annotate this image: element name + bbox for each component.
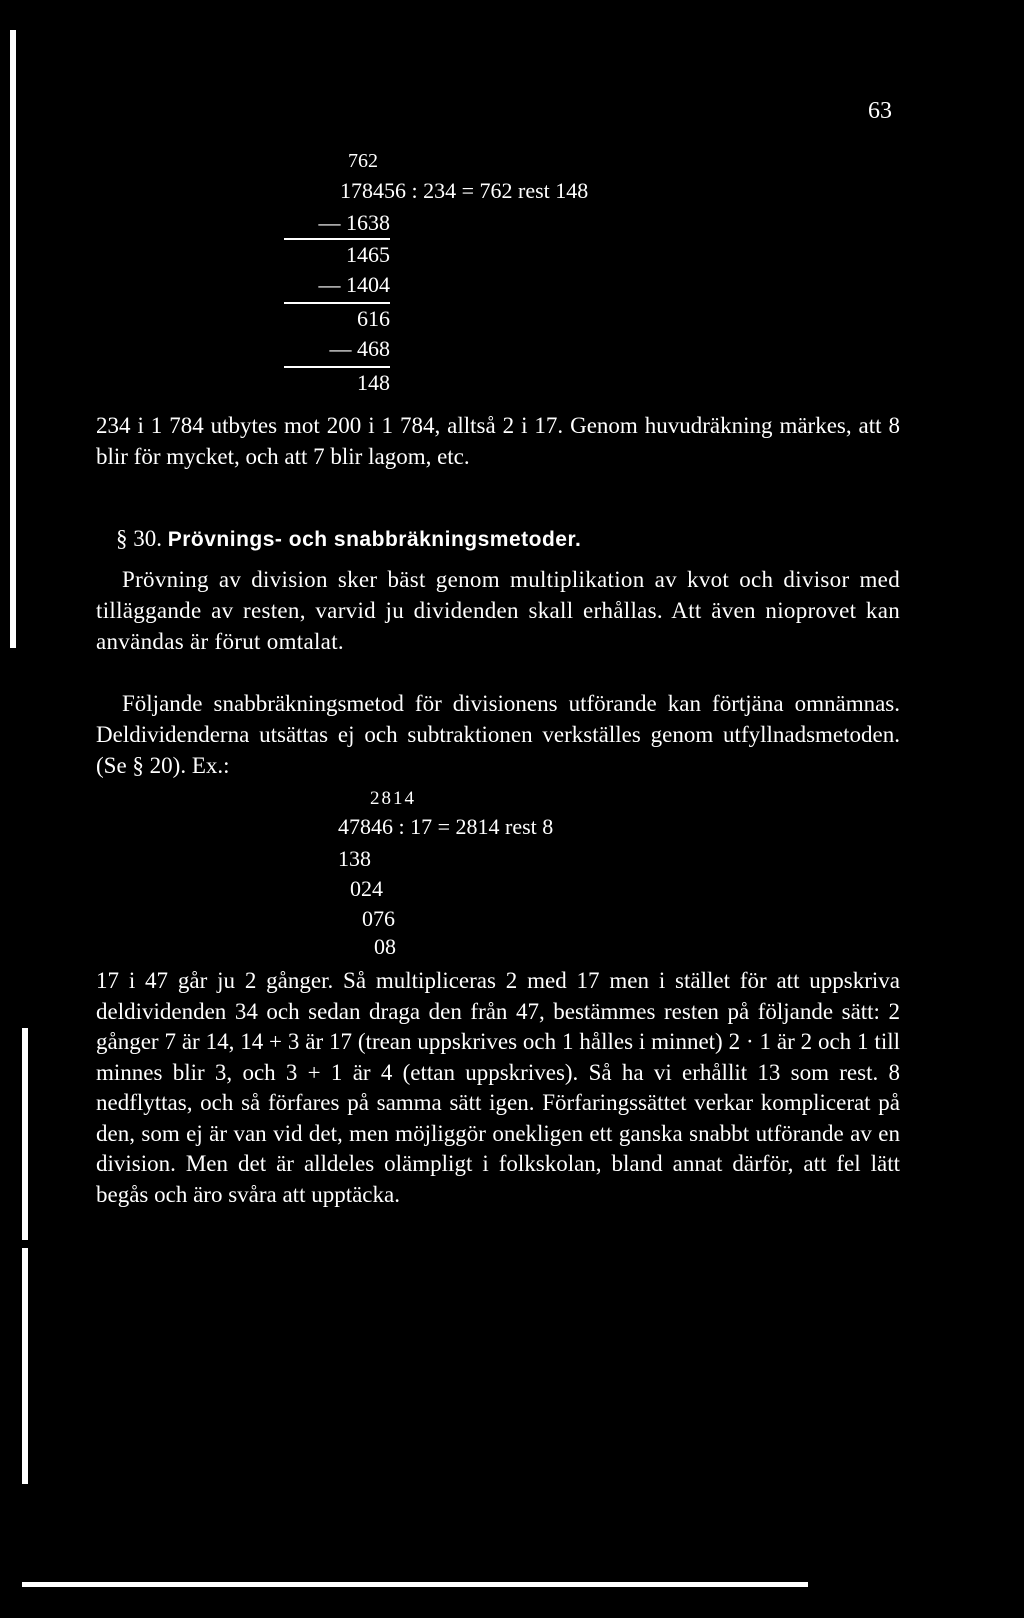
division-step: — 1404 bbox=[318, 272, 390, 297]
division-step: — 468 bbox=[329, 336, 390, 361]
division-remainder: 148 bbox=[357, 370, 390, 395]
example-quotient: 2814 bbox=[370, 788, 416, 809]
paragraph-provning: Prövning av division sker bäst genom multiplikation av kvot och divisor med tilläggande av resten, varvid ju dividenden skall erhållas. Att även nioprovet kan användas är förut omtalat. bbox=[96, 567, 900, 654]
scan-border-left-top bbox=[10, 30, 16, 648]
division-quotient: 762 bbox=[348, 150, 378, 172]
scan-border-left-bottom bbox=[22, 1248, 28, 1484]
paragraph-explanation: 17 i 47 går ju 2 gånger. Så multipliceras 2 med 17 men i stället för att uppskriva deldividenden 34 och sedan draga den från 47, bestämmes resten på följande sätt: 2 gånger 7 är 14, 14 + 3 är 17 (trean uppskrives och 1 hålles i minnet) 2 · 1 är 2 och 1 till minnes blir 3, och 3 + 1 är 4 (ettan uppskrives). Så ha vi erhållit 13 som rest. 8 nedflyttas, och så förfares på samma sätt igen. Förfaringssättet verkar komplicerat på den, som ej är van vid det, men möjliggör onekligen ett ganska snabbt utförande av en division. Men det är alldeles olämpligt i folkskolan, bland annat därför, att fel lätt begås och äro svåra att upptäcka. bbox=[96, 968, 900, 1207]
division-rule bbox=[284, 366, 390, 368]
paragraph-intro: 234 i 1 784 utbytes mot 200 i 1 784, alltså 2 i 17. Genom huvudräkning märkes, att 8 blir för mycket, och att 7 blir lagom, etc. bbox=[96, 413, 900, 469]
division-step: 616 bbox=[357, 306, 390, 331]
example-row: 024 bbox=[350, 876, 383, 901]
section-title: Prövnings- och snabbräkningsmetoder. bbox=[167, 528, 582, 551]
example-statement: 47846 : 17 = 2814 rest 8 bbox=[338, 814, 554, 839]
example-row: 08 bbox=[374, 934, 396, 959]
division-statement: 178456 : 234 = 762 rest 148 bbox=[340, 178, 589, 203]
page-number: 63 bbox=[868, 98, 892, 124]
section-heading bbox=[116, 526, 581, 552]
example-row: 076 bbox=[362, 906, 395, 931]
section-number: § 30. bbox=[116, 526, 162, 551]
division-step: — 1638 bbox=[318, 210, 390, 235]
division-step: 1465 bbox=[346, 242, 390, 267]
paragraph-foljande: Följande snabbräkningsmetod för divisionens utförande kan förtjäna omnämnas. Deldividenderna utsättas ej och subtraktionen verkställes genom utfyllnadsmetoden. (Se § 20). Ex.: bbox=[96, 691, 900, 778]
division-rule bbox=[284, 238, 390, 240]
scan-border-left-mid bbox=[22, 1028, 28, 1240]
division-rule bbox=[284, 302, 390, 304]
example-row: 138 bbox=[338, 846, 371, 871]
scan-border-bottom bbox=[22, 1582, 808, 1587]
